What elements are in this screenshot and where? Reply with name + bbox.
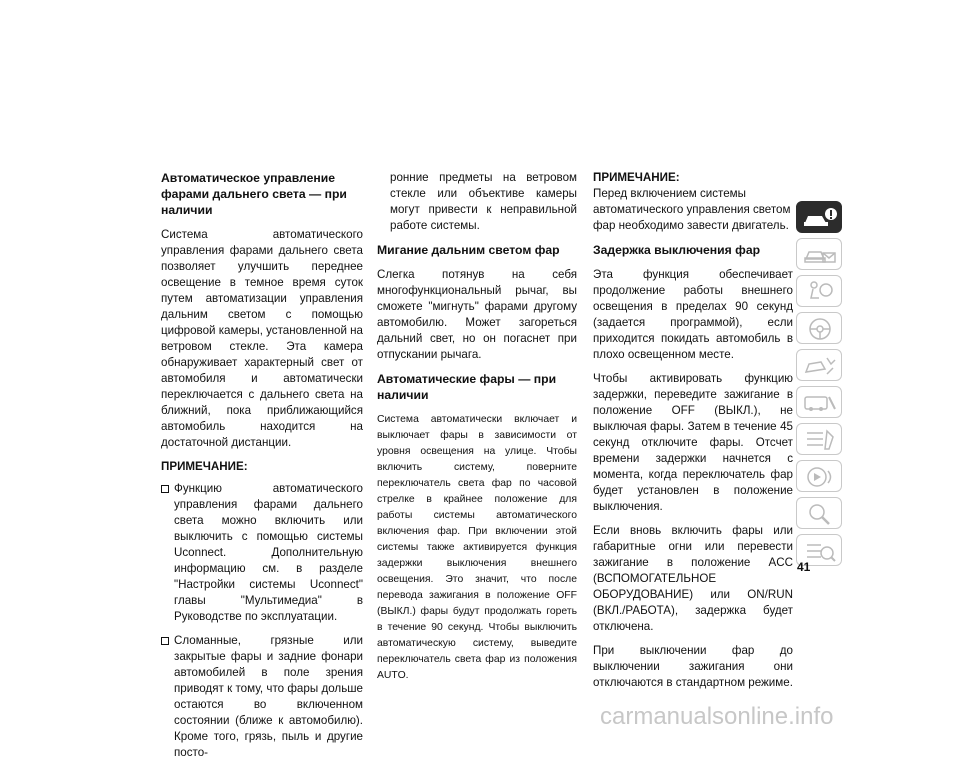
list-item-text: Сломанные, грязные или закрытые фары и задние фонари автомобилей в поле зрения приводят к тому, что фары дольше остаются во включенном состоянии (ближе к автомобилю). Кроме того, грязь, пыль и другие посто-: [174, 634, 363, 759]
tab-specifications[interactable]: [796, 423, 842, 455]
note-title: ПРИМЕЧАНИЕ:: [593, 171, 680, 184]
section-heading-auto-headlights: Автоматические фары — при наличии: [377, 372, 557, 402]
watermark: carmanualsonline.info: [600, 703, 834, 730]
list-item-text: Функцию автоматического управления фарами дальнего света можно включить или выключить с помощью системы Uconnect. Дополнительную информацию см. в разделе "Настройки системы Uconnect" главы "Мультимедиа" в Руководстве по эксплуатации.: [174, 482, 363, 623]
specifications-icon: [803, 428, 837, 452]
column-left: [161, 170, 363, 769]
paragraph: При выключении фар до выключении зажигания они отключаются в стандартном режиме.: [593, 644, 793, 689]
car-info-icon: [803, 206, 837, 230]
car-message-icon: [803, 243, 837, 267]
tab-multimedia[interactable]: [796, 460, 842, 492]
paragraph: Если вновь включить фары или габаритные огни или перевести зажигание в положение ACC (ВСПОМОГАТЕЛЬНОЕ ОБОРУДОВАНИЕ) или ON/RUN (ВКЛ./РАБОТА), задержка будет отключена.: [593, 524, 793, 633]
tab-steering-wheel[interactable]: [796, 312, 842, 344]
tab-car-info[interactable]: [796, 201, 842, 233]
section-heading-flash-to-pass: Мигание дальним светом фар: [377, 243, 560, 257]
search-icon: [803, 502, 837, 526]
paragraph: Эта функция обеспечивает продолжение работы внешнего освещения в пределах 90 секунд (задается программой), если приходится покидать автомобиль в плохо освещенном месте.: [593, 268, 793, 361]
car-service-icon: [803, 391, 837, 415]
paragraph: Система автоматического управления фарами дальнего света позволяет улучшить переднее освещение в темное время суток путем автоматизации управления дальним светом с помощью цифровой камеры, установленной на ветровом стекле. Эта камера обнаруживает характерный свет от автомобиля и автоматически переключается с дальнего света на ближний, пока приближающийся автомобиль находится на достаточной дистанции.: [161, 228, 363, 449]
column-middle: [377, 170, 577, 692]
tab-car-crash[interactable]: [796, 349, 842, 381]
section-heading-auto-high-beam: Автоматическое управление фарами дальнего света — при наличии: [161, 171, 347, 217]
column-right: [593, 170, 793, 699]
section-heading-headlight-delay: Задержка выключения фар: [593, 243, 761, 257]
tab-car-message[interactable]: [796, 238, 842, 270]
page-number: 41: [797, 560, 811, 574]
paragraph: Слегка потянув на себя многофункциональный рычаг, вы сможете "мигнуть" фарами другому автомобилю. Может загореться дальний свет, но он погаснет при отпускании рычага.: [377, 268, 577, 361]
tab-airbag[interactable]: [796, 275, 842, 307]
car-crash-icon: [803, 354, 837, 378]
note-text: Перед включением системы автоматического управления светом фар необходимо завести двигатель.: [593, 187, 791, 232]
paragraph: Система автоматически включает и выключает фары в зависимости от уровня освещения на улице. Чтобы включить систему, поверните переключатель света фар по часовой стрелке в крайнее положение для работы системы автоматического включения фар. При включении этой системы также активируется функция задержки выключения внешнего освещения. Это значит, что после перевода зажигания в положение OFF (ВЫКЛ.) фары будут продолжать гореть в течение 90 секунд. Чтобы выключить автоматическую систему, выведите переключатель света фар из положения AUTO.: [377, 414, 577, 681]
note-title: ПРИМЕЧАНИЕ:: [161, 460, 248, 473]
bullet-square-icon: [161, 485, 169, 493]
tab-car-service[interactable]: [796, 386, 842, 418]
list-item: [161, 481, 363, 625]
airbag-icon: [803, 280, 837, 304]
bullet-square-icon: [161, 637, 169, 645]
paragraph: ронние предметы на ветровом стекле или объективе камеры могут привести к неправильной работе системы.: [390, 171, 577, 232]
steering-wheel-icon: [803, 317, 837, 341]
chapter-tabs: [796, 201, 842, 571]
paragraph: Чтобы активировать функцию задержки, переведите зажигание в положение OFF (ВЫКЛ.), не выключая фары. Затем в течение 45 секунд отключите фары. Отсчет времени задержки начнется с момента, когда переключатель фар будет установлен в положение выключения.: [593, 372, 793, 513]
multimedia-icon: [803, 465, 837, 489]
tab-search[interactable]: [796, 497, 842, 529]
